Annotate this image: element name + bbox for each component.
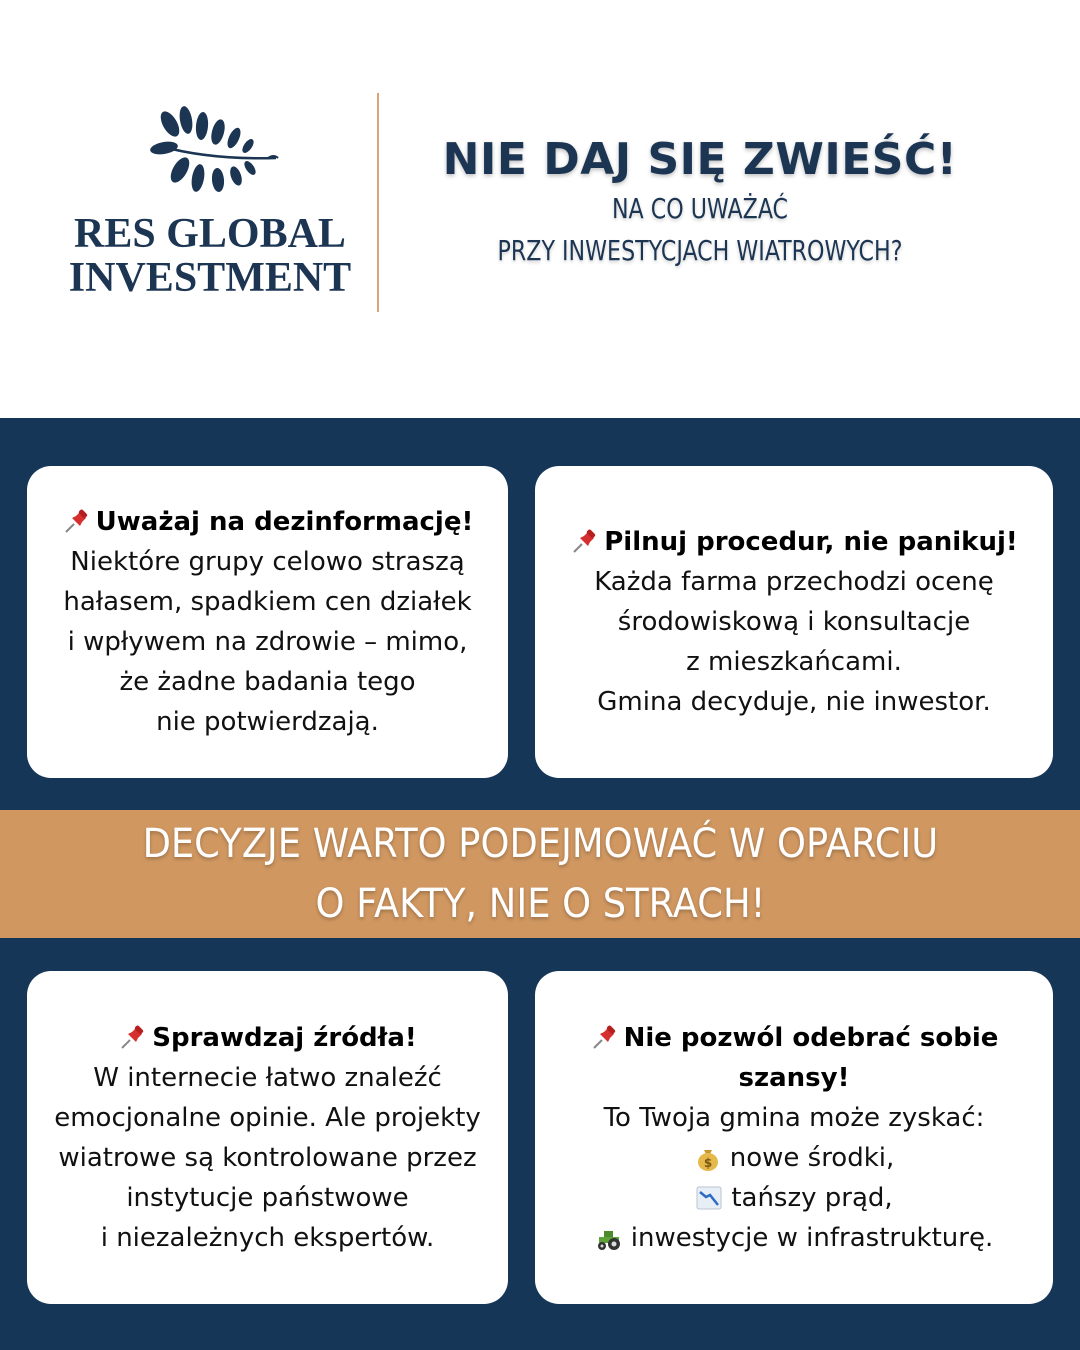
chart-decreasing-icon (695, 1184, 723, 1212)
brand-line-2: INVESTMENT (68, 255, 352, 301)
card-text-line: i niezależnych ekspertów. (100, 1222, 435, 1253)
card-text-line: Każda farma przechodzi ocenę (594, 567, 994, 597)
pushpin-icon (118, 1024, 146, 1052)
card-text-line: i wpływem na zdrowie – mimo, (67, 627, 468, 657)
card-title-row (570, 522, 1018, 562)
card-title-row (590, 1018, 999, 1058)
card-procedures (535, 466, 1053, 778)
slogan-line-2: O FAKTY, NIE O STRACH! (315, 881, 765, 927)
benefit-text: inwestycje w infrastrukturę. (630, 1222, 994, 1253)
slogan-line-1: DECYZJE WARTO PODEJMOWAĆ W OPARCIU (142, 821, 938, 867)
card-text-line: wiatrowe są kontrolowane przez (58, 1142, 477, 1173)
card-text-line: hałasem, spadkiem cen działek (63, 587, 472, 617)
benefit-item (694, 1138, 895, 1178)
header-divider (377, 93, 379, 312)
pushpin-icon (62, 508, 90, 536)
card-text-line: z mieszkańcami. (686, 647, 902, 677)
pushpin-icon (570, 528, 598, 556)
card-text-line: że żadne badania tego (119, 667, 416, 697)
header (0, 0, 1080, 418)
card-title-continued: szansy! (738, 1062, 850, 1093)
benefit-item (695, 1178, 892, 1218)
pushpin-icon (590, 1024, 618, 1052)
card-text-line: W internecie łatwo znaleźć (93, 1062, 442, 1093)
card-sources (27, 971, 508, 1304)
card-disinformation (27, 466, 508, 778)
card-title-row (118, 1018, 416, 1058)
card-text-line: nie potwierdzają. (156, 707, 379, 737)
card-title: Pilnuj procedur, nie panikuj! (604, 527, 1018, 557)
card-opportunity (535, 971, 1053, 1304)
card-text-line: instytucje państwowe (126, 1182, 409, 1213)
slogan-band (0, 810, 1080, 938)
benefit-text: tańszy prąd, (731, 1182, 893, 1213)
card-text-line: Niektóre grupy celowo straszą (70, 547, 465, 577)
card-title-row (62, 502, 474, 542)
card-title: Uważaj na dezinformację! (95, 507, 474, 537)
brand-logo-text (50, 212, 370, 300)
svg-text:$: $ (703, 1155, 712, 1170)
tractor-icon (595, 1224, 623, 1252)
headline-title: NIE DAJ SIĘ ZWIEŚĆ! (442, 134, 958, 185)
card-text-line: środowiskową i konsultacje (617, 607, 971, 637)
benefit-text: nowe środki, (729, 1142, 895, 1173)
card-title: Nie pozwól odebrać sobie (623, 1022, 999, 1053)
benefit-item (595, 1218, 993, 1258)
headline-subtitle-1: NA CO UWAŻAĆ (611, 192, 789, 225)
headline (400, 132, 1000, 272)
card-intro: To Twoja gmina może zyskać: (603, 1102, 985, 1133)
leaf-branch-icon (150, 104, 284, 196)
brand-line-1: RES GLOBAL (74, 211, 346, 257)
card-title: Sprawdzaj źródła! (152, 1022, 417, 1053)
card-text-line: Gmina decyduje, nie inwestor. (597, 687, 991, 717)
card-text-line: emocjonalne opinie. Ale projekty (54, 1102, 481, 1133)
money-bag-icon (694, 1144, 722, 1172)
headline-subtitle-2: PRZY INWESTYCJACH WIATROWYCH? (497, 234, 903, 267)
